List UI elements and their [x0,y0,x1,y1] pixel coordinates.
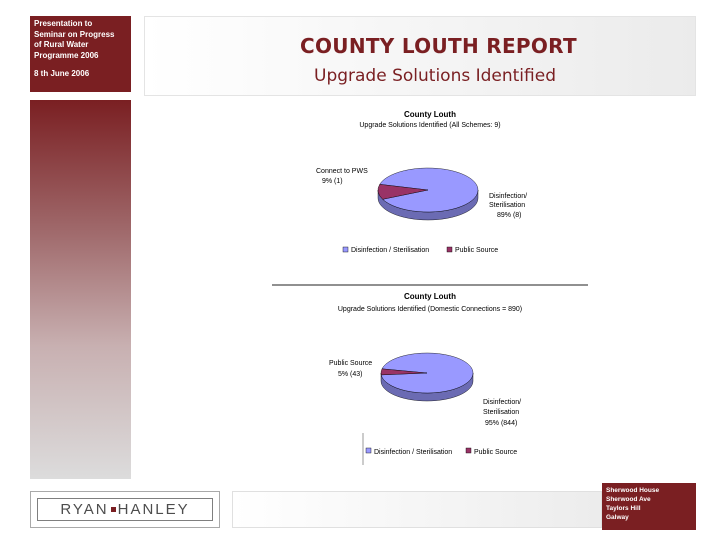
company-logo [30,491,220,528]
chart1-subtitle: Upgrade Solutions Identified (All Schemes: 9) [359,122,501,129]
presentation-line: Seminar on Progress [34,29,115,39]
chart2-label-main: 95% (844) [485,420,518,427]
chart2-legend-swatch-minor [466,448,471,453]
presentation-date: 8 th June 2006 [34,69,90,78]
charts-area [260,100,600,480]
decorative-sidebar [30,100,131,479]
address-line: Taylors Hill [606,505,641,512]
footer-bar [232,491,602,528]
presentation-line: Programme 2006 [34,50,99,60]
page-title: COUNTY LOUTH REPORT [300,34,577,58]
chart2-label-minor: 5% (43) [338,371,363,378]
chart1-legend-swatch-minor [447,247,452,252]
chart1-legend-minor: Public Source [455,247,499,254]
chart2-legend-minor: Public Source [474,449,518,456]
logo-wordmark [37,498,213,521]
chart2-label-main: Sterilisation [483,409,520,416]
chart1-label-minor: 9% (1) [322,178,343,185]
presentation-line: Presentation to [34,19,93,28]
chart1-legend-main: Disinfection / Sterilisation [351,247,430,254]
address-line: Sherwood Ave [606,496,651,503]
chart2-legend-main: Disinfection / Sterilisation [374,449,453,456]
chart2-pie [381,353,473,401]
chart1-label-main: Disinfection/ [489,193,528,200]
chart1-legend-swatch-main [343,247,348,252]
chart2-label-main: Disinfection/ [483,399,522,406]
logo-dot [111,507,116,512]
chart2-label-minor: Public Source [329,360,373,367]
page-subtitle: Upgrade Solutions Identified [314,66,556,86]
logo-left-text: RYAN [60,501,109,518]
chart1-label-main: 89% (8) [497,212,522,219]
chart2-title: County Louth [404,292,456,301]
presentation-line: of Rural Water [34,40,89,49]
chart2-legend-swatch-main [366,448,371,453]
chart1-pie [378,168,478,220]
address-line: Sherwood House [606,487,660,494]
chart1-label-main: Sterilisation [489,202,526,209]
address-line: Galway [606,514,629,521]
logo-right-text: HANLEY [117,501,190,518]
address-box [602,483,696,530]
chart1-title: County Louth [404,110,456,119]
chart1-label-minor: Connect to PWS [316,168,368,175]
chart2-subtitle: Upgrade Solutions Identified (Domestic Connections = 890) [337,306,523,313]
presentation-info-box [30,16,131,92]
